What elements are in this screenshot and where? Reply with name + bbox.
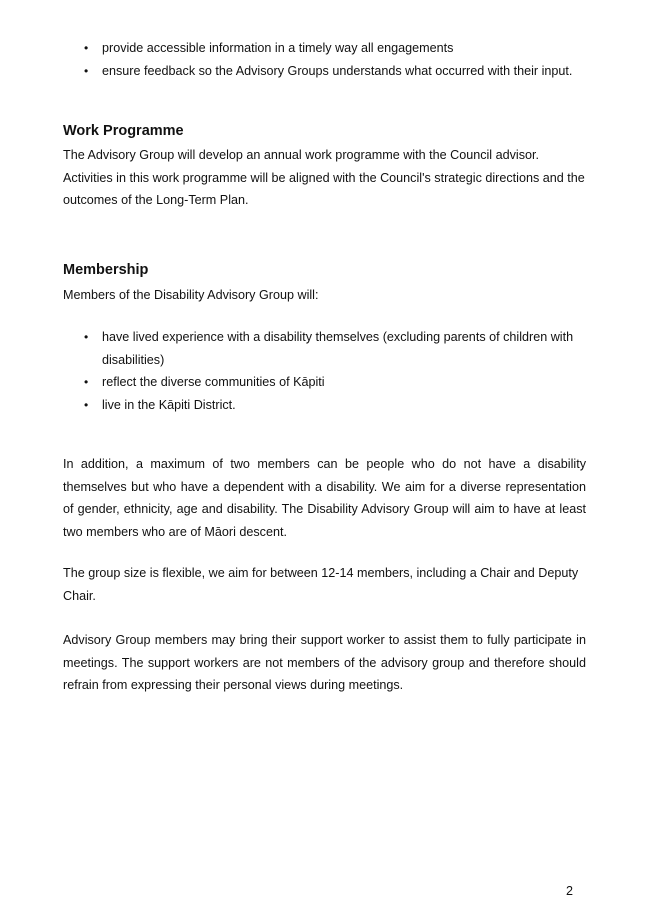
group-size-block	[63, 562, 586, 607]
membership-intro-block	[63, 284, 586, 307]
support-worker-block	[63, 629, 586, 697]
membership-paragraph: In addition, a maximum of two members can be people who do not have a disability themselves but who have a dependent with a disability. We aim for a diverse representation of gender, ethnicity, age and disability. The Disability Advisory Group will aim to have at least two members who are of Māori descent.	[63, 457, 586, 539]
bullet-text: have lived experience with a disability themselves (excluding parents of children with disabilities)	[102, 330, 574, 367]
membership-heading: Membership	[63, 262, 149, 278]
bullet-icon: •	[84, 63, 89, 78]
page-number: 2	[566, 884, 574, 898]
bullet-icon: •	[84, 375, 89, 389]
work-programme-heading: Work Programme	[63, 123, 184, 139]
work-programme-paragraph: The Advisory Group will develop an annual work programme with the Council advisor. Activities in this work programme will be aligned with the Council's strategic directions and the outcomes of the Long-Term Plan.	[63, 148, 585, 207]
support-worker-paragraph: Advisory Group members may bring their support worker to assist them to fully participate in meetings. The support workers are not members of the advisory group and therefore should refrain from expressing their personal views during meetings.	[63, 633, 586, 692]
bullet-icon: •	[84, 41, 89, 55]
membership-intro: Members of the Disability Advisory Group will:	[63, 288, 319, 302]
bullet-text: live in the Kāpiti District.	[102, 397, 236, 412]
bullet-icon: •	[84, 397, 89, 412]
bullet-text: reflect the diverse communities of Kāpiti	[102, 375, 325, 389]
bullet-icon: •	[84, 330, 89, 344]
bullet-item	[63, 394, 586, 417]
bullet-item	[63, 60, 586, 83]
group-size-paragraph: The group size is flexible, we aim for between 12-14 members, including a Chair and Deputy Chair.	[63, 566, 579, 603]
bullet-text: ensure feedback so the Advisory Groups understands what occurred with their input.	[102, 63, 573, 78]
top-bullet-list	[63, 37, 586, 82]
bullet-item	[63, 326, 586, 371]
bullet-item	[63, 37, 586, 60]
bullet-text: provide accessible information in a timely way all engagements	[102, 41, 454, 55]
bullet-item	[63, 371, 586, 394]
work-programme-section	[63, 144, 586, 212]
membership-paragraph-block	[63, 453, 586, 543]
membership-bullet-list	[63, 326, 586, 416]
